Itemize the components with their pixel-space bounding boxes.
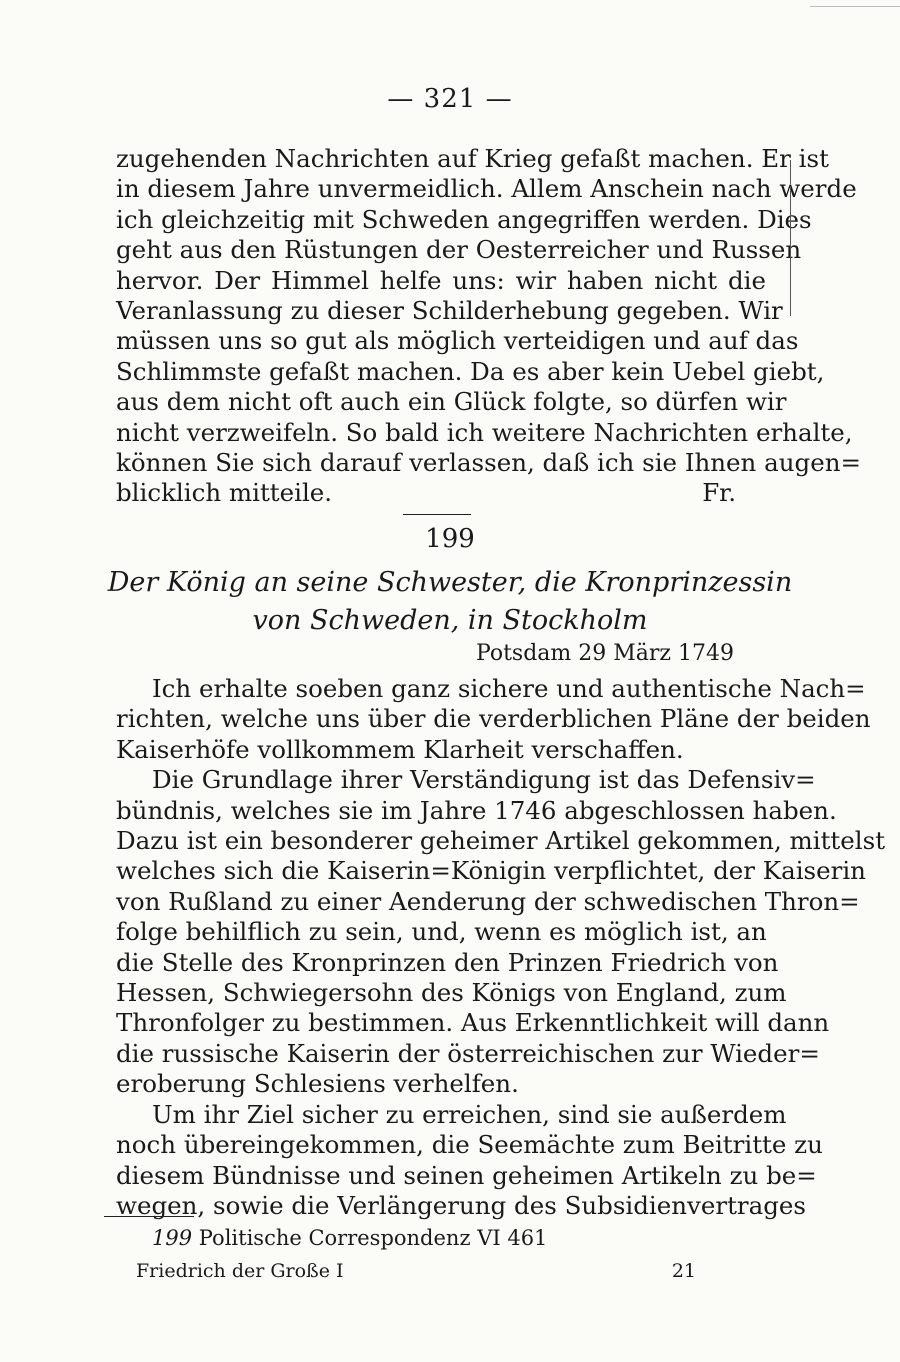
text-line: aus dem nicht oft auch ein Glück folgte, so dürfen wir <box>116 387 787 417</box>
dateline: Potsdam 29 März 1749 <box>475 641 734 666</box>
footer-sheet-number: 21 <box>671 1260 696 1282</box>
text-line: die Stelle des Kronprinzen den Prinzen Friedrich von <box>116 947 779 977</box>
text-line: geht aus den Rüstungen der Oesterreicher und Russen <box>116 235 802 265</box>
text-line: müssen uns so gut als möglich verteidigen und auf das <box>116 326 799 356</box>
text-line: können Sie sich darauf verlassen, daß ich sie Ihnen augen= <box>116 448 862 478</box>
text-line: nicht verzweifeln. So bald ich weitere Nachrichten erhalte, <box>116 417 853 447</box>
letter-title-line: von Schweden, in Stockholm <box>252 605 648 636</box>
text-line: Veranlassung zu dieser Schilderhebung gegeben. Wir <box>116 296 783 326</box>
text-line: eroberung Schlesiens verhelfen. <box>116 1069 519 1099</box>
text-line: Thronfolger zu bestimmen. Aus Erkenntlichkeit will dann <box>116 1008 830 1038</box>
text-line: ich gleichzeitig mit Schweden angegriffen werden. Dies <box>116 204 812 234</box>
text-line: blicklich mitteile. <box>116 478 333 508</box>
text-line: von Rußland zu einer Aenderung der schwedischen Thron= <box>116 886 860 916</box>
text-line: Um ihr Ziel sicher zu erreichen, sind sie außerdem <box>152 1099 787 1129</box>
text-line: welches sich die Kaiserin=Königin verpflichtet, der Kaiserin <box>116 856 866 886</box>
text-line: diesem Bündnisse und seinen geheimen Artikeln zu be= <box>116 1160 817 1190</box>
text-line: richten, welche uns über die verderblichen Pläne der beiden <box>116 704 871 734</box>
section-divider <box>403 514 471 515</box>
text-line: Hessen, Schwiegersohn des Königs von England, zum <box>116 978 787 1008</box>
margin-mark <box>790 160 791 184</box>
page-header: — 321 — <box>387 84 513 114</box>
scan-edge-mark <box>810 0 900 7</box>
footnote-text: Politische Correspondenz VI 461 <box>198 1226 548 1250</box>
text-line: folge behilflich zu sein, und, wenn es möglich ist, an <box>116 917 767 947</box>
text-line: in diesem Jahre unvermeidlich. Allem Anschein nach werde <box>116 174 857 204</box>
signature: Fr. <box>702 478 736 508</box>
footnote <box>152 1226 547 1250</box>
text-line: die russische Kaiserin der österreichischen zur Wieder= <box>116 1038 820 1068</box>
letter-body <box>116 674 886 1221</box>
text-line: Kaiserhöfe vollkommem Klarheit verschaffen. <box>116 734 684 764</box>
footnote-rule <box>104 1216 194 1217</box>
letter-title-line: Der König an seine Schwester, die Kronprinzessin <box>107 567 793 598</box>
letter-title <box>100 564 800 640</box>
text-line: zugehenden Nachrichten auf Krieg gefaßt machen. Er ist <box>116 144 829 173</box>
text-line: bündnis, welches sie im Jahre 1746 abgeschlossen haben. <box>116 795 837 825</box>
margin-mark <box>790 186 791 316</box>
text-line: Schlimmste gefaßt machen. Da es aber kein Uebel giebt, <box>116 356 825 386</box>
closing-line <box>116 478 766 508</box>
letter-number: 199 <box>425 524 475 554</box>
text-line: Dazu ist ein besonderer geheimer Artikel gekommen, mittelst <box>116 826 886 856</box>
text-line: wegen, sowie die Verlängerung des Subsidienvertrages <box>116 1190 806 1220</box>
footer-book-title: Friedrich der Große I <box>136 1260 344 1282</box>
text-line: Ich erhalte soeben ganz sichere und authentische Nach= <box>152 674 866 703</box>
text-line: noch übereingekommen, die Seemächte zum Beitritte zu <box>116 1130 823 1160</box>
text-line: hervor. Der Himmel helfe uns: wir haben nicht die <box>116 265 766 295</box>
text-line: Die Grundlage ihrer Verständigung ist das Defensiv= <box>152 765 816 795</box>
footnote-number: 199 <box>152 1226 193 1250</box>
printer-signature-line <box>136 1260 696 1282</box>
continuation-text <box>116 144 862 509</box>
